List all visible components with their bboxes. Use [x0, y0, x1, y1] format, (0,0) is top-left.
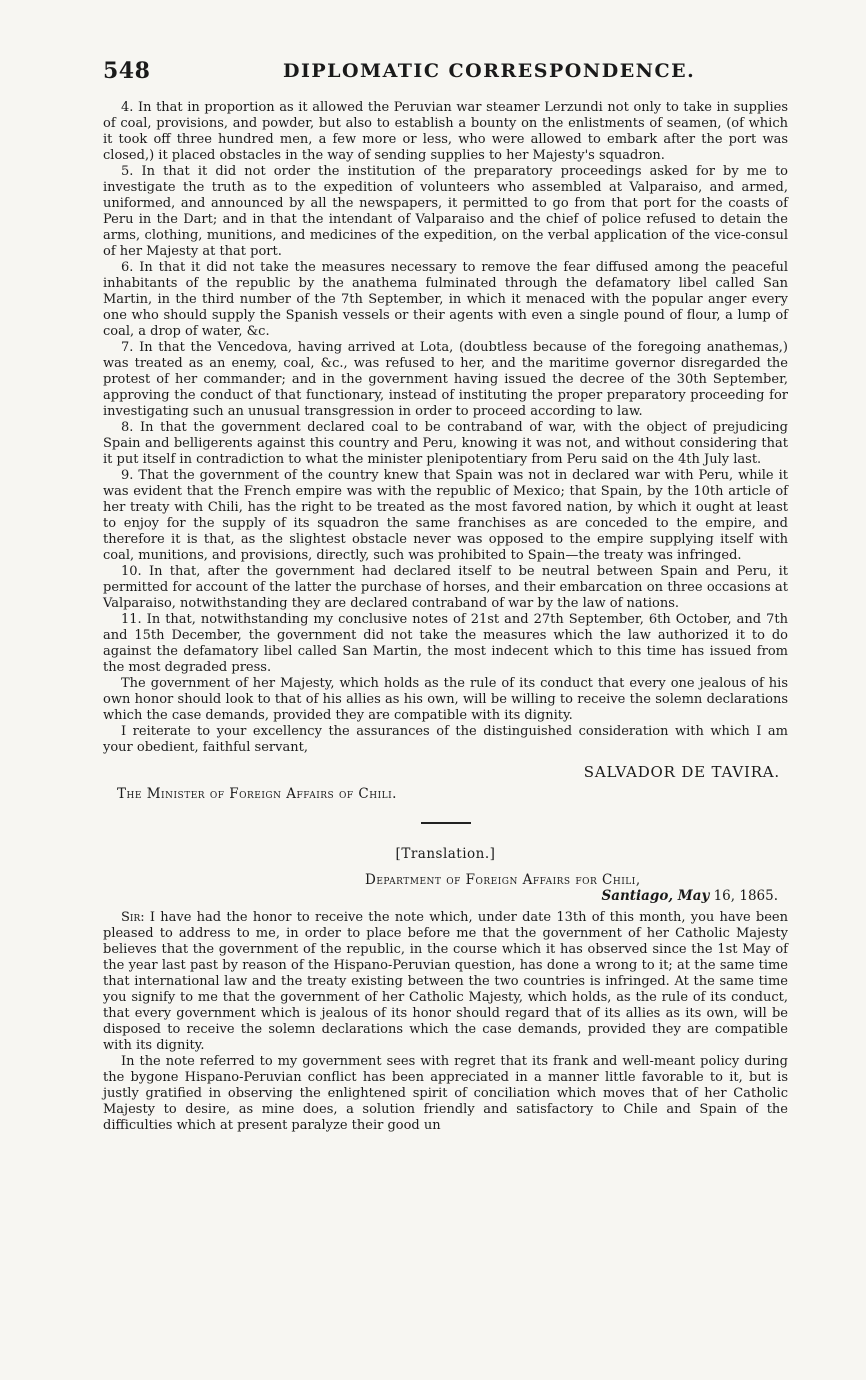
signature: SALVADOR DE TAVIRA.: [583, 763, 780, 781]
numbered-paragraph: 8. In that the government declared coal to be contraband of war, with the object of prejudicing Spain and belligerents against this country and Peru, knowing it was not, and without considering that it put itself in contradiction to what the minister plenipotentiary from Peru said on the 4th July last.: [103, 420, 788, 467]
numbered-paragraph: 11. In that, notwithstanding my conclusive notes of 21st and 27th September, 6th October, and 7th and 15th December, the government did not take the measures which the law authorized it to do against the defamatory libel called San Martin, the most indecent which to this time has issued from the most degraded press.: [103, 612, 788, 675]
page-number: 548: [103, 58, 151, 84]
translation-note: [Translation.]: [395, 846, 496, 862]
department-heading: Department of Foreign Affairs for Chili,: [365, 872, 641, 888]
reply-paragraph: In the note referred to my government sees with regret that its frank and well-meant policy during the bygone Hispano-Peruvian conflict has been appreciated in a manner little favorable to it, but is justly gratified in observing the enlightened spirit of conciliation which moves that of her Catholic Majesty to desire, as mine does, a solution friendly and satisfactory to Chile and Spain of the difficulties which at present paralyze their good un: [103, 1054, 788, 1133]
numbered-paragraph: 5. In that it did not order the institution of the preparatory proceedings asked for by me to investigate the truth as to the expedition of volunteers who assembled at Valparaiso, and armed, uniformed, and announced by all the newspapers, it permitted to go from that port for the coasts of Peru in the Dart; and in that the intendant of Valparaiso and the chief of police refused to detain the arms, clothing, munitions, and medicines of the expedition, on the verbal application of the vice-consul of her Majesty at that port.: [103, 164, 788, 259]
page-header: [103, 58, 788, 94]
dateline-date: 16, 1865.: [709, 888, 778, 904]
dateline-place: Santiago, May: [601, 888, 710, 904]
section-divider: [421, 822, 471, 824]
numbered-paragraph: 7. In that the Vencedova, having arrived at Lota, (doubtless because of the foregoing anathemas,) was treated as an enemy, coal, &c., was refused to her, and the maritime governor disregarded the protest of her commander; and in the government having issued the decree of the 30th September, approving the conduct of that functionary, instead of instituting the proper preparatory proceeding for investigating such an unusual transgression in order to proceed according to law.: [103, 340, 788, 419]
reply-paragraph-text: : I have had the honor to receive the note which, under date 13th of this month, you have been pleased to address to me, in order to place before me that the government of her Catholic Majesty believes that the government of the republic, in the course which it has observed since the 1st May of the year last past by reason of the Hispano-Peruvian question, has done a wrong to it; at the same time that international law and the treaty existing between the two countries is infringed. At the same time you signify to me that the government of her Catholic Majesty, which holds, as the rule of its conduct, that every government which is jealous of its honor should regard that of its allies as its own, will be disposed to receive the solemn declarations which the case demands, provided they are compatible with its dignity.: [103, 910, 788, 1053]
numbered-paragraph: 9. That the government of the country knew that Spain was not in declared war with Peru, while it was evident that the French empire was with the republic of Mexico; that Spain, by the 10th article of her treaty with Chili, has the right to be treated as the most favored nation, by which it ought at least to enjoy for the supply of its squadron the same franchises as are conceded to the empire, and therefore it is that, as the slightest obstacle never was opposed to the empire supplying itself with coal, munitions, and provisions, directly, such was prohibited to Spain—the treaty was infringed.: [103, 468, 788, 563]
closing-paragraph: The government of her Majesty, which holds as the rule of its conduct that every one jealous of his own honor should look to that of his allies as his own, will be willing to receive the solemn declarations which the case demands, provided they are compatible with its dignity.: [103, 676, 788, 723]
addressee: The Minister of Foreign Affairs of Chili.: [117, 786, 397, 802]
valediction-paragraph: I reiterate to your excellency the assurances of the distinguished consideration with which I am your obedient, faithful servant,: [103, 724, 788, 755]
letter-body: [103, 100, 788, 1134]
reply-paragraph: [103, 910, 788, 1054]
numbered-paragraph: 6. In that it did not take the measures necessary to remove the fear diffused among the peaceful inhabitants of the republic by the anathema fulminated through the defamatory libel called San Martin, in the third number of the 7th September, in which it menaced with the popular anger every one who should supply the Spanish vessels or their agents with even a single pound of flour, a lump of coal, a drop of water, &c.: [103, 260, 788, 339]
dateline: [103, 888, 788, 904]
running-title: DIPLOMATIC CORRESPONDENCE.: [283, 60, 696, 82]
numbered-paragraph: 4. In that in proportion as it allowed the Peruvian war steamer Lerzundi not only to take in supplies of coal, provisions, and powder, but also to establish a bounty on the enlistments of seamen, (of which it took off three hundred men, a few more or less, who were allowed to embark after the port was closed,) it placed obstacles in the way of sending supplies to her Majesty's squadron.: [103, 100, 788, 163]
salutation: Sir: [121, 910, 141, 925]
numbered-paragraph: 10. In that, after the government had declared itself to be neutral between Spain and Peru, it permitted for account of the latter the purchase of horses, and their embarcation on three occasions at Valparaiso, notwithstanding they are declared contraband of war by the law of nations.: [103, 564, 788, 611]
reply-body: [103, 910, 788, 1134]
